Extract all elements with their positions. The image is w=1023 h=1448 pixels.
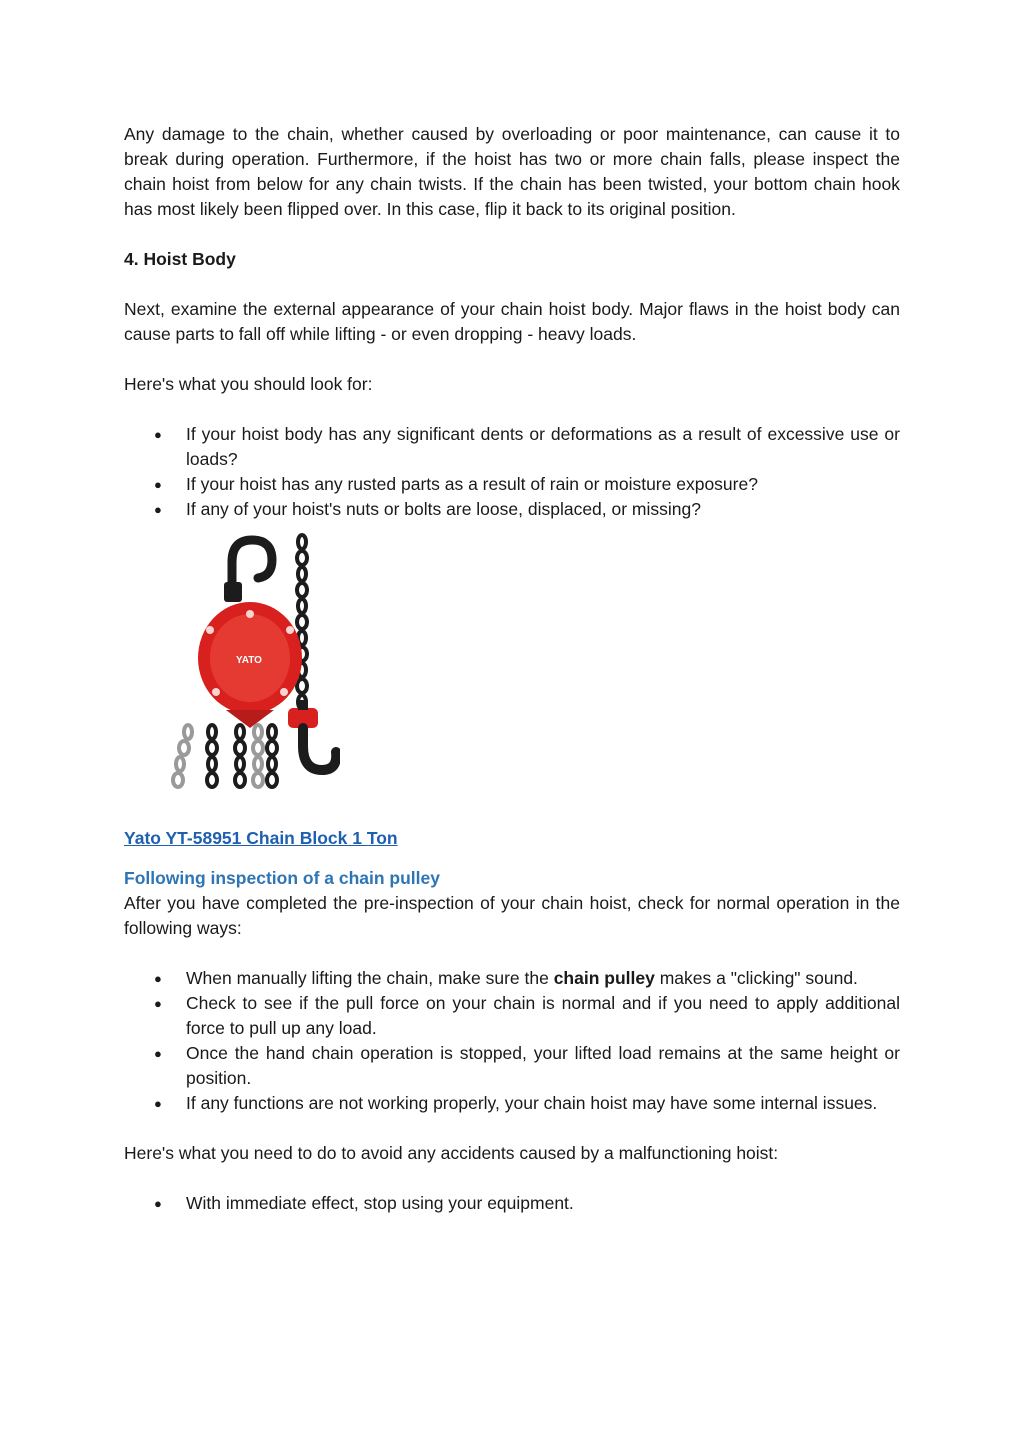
bullet-icon: ● bbox=[154, 502, 162, 517]
bullet-icon: ● bbox=[154, 996, 162, 1011]
product-link[interactable]: Yato YT-58951 Chain Block 1 Ton bbox=[124, 828, 398, 848]
chain-hoist-illustration bbox=[160, 532, 340, 796]
operation-checks-list bbox=[124, 966, 900, 1116]
list-item: ● If any functions are not working properly, your chain hoist may have some internal issues. bbox=[124, 1091, 900, 1116]
bullet-icon: ● bbox=[154, 1196, 162, 1211]
list-item: ● When manually lifting the chain, make sure the chain pulley makes a "clicking" sound. bbox=[124, 966, 900, 991]
list-item: ● Check to see if the pull force on your chain is normal and if you need to apply additional force to pull up any load. bbox=[154, 993, 900, 1038]
chain-damage-paragraph: Any damage to the chain, whether caused by overloading or poor maintenance, can cause it to break during operation. Furthermore, if the hoist has two or more chain falls, please inspect the chain hoist from below for any chain twists. If the chain has been twisted, your bottom chain hook has most likely been flipped over. In this case, flip it back to its original position. bbox=[124, 124, 900, 219]
list-item: ● If your hoist has any rusted parts as a result of rain or moisture exposure? bbox=[124, 472, 900, 497]
document-page bbox=[124, 122, 900, 1216]
chain-pulley-bold: chain pulley bbox=[553, 968, 655, 988]
list-item: ● If your hoist body has any significant dents or deformations as a result of excessive use or loads? bbox=[154, 424, 900, 469]
hoist-body-heading: 4. Hoist Body bbox=[124, 249, 236, 269]
avoid-list bbox=[124, 1191, 900, 1216]
list-item: ● Once the hand chain operation is stopped, your lifted load remains at the same height or position. bbox=[154, 1043, 900, 1088]
look-for-intro: Here's what you should look for: bbox=[124, 374, 373, 394]
bullet-icon: ● bbox=[154, 1096, 162, 1111]
list-item: ● If any of your hoist's nuts or bolts are loose, displaced, or missing? bbox=[124, 497, 900, 522]
section-heading: Following inspection of a chain pulley bbox=[124, 868, 440, 888]
bullet-icon: ● bbox=[154, 427, 162, 442]
yato-logo-text: YATO bbox=[236, 655, 262, 666]
avoid-intro: Here's what you need to do to avoid any accidents caused by a malfunctioning hoist: bbox=[124, 1143, 779, 1163]
bullet-icon: ● bbox=[154, 971, 162, 986]
look-for-list bbox=[124, 422, 900, 522]
bullet-icon: ● bbox=[154, 477, 162, 492]
bullet-icon: ● bbox=[154, 1046, 162, 1061]
hoist-body-paragraph: Next, examine the external appearance of your chain hoist body. Major flaws in the hoist body can cause parts to fall off while lifting - or even dropping - heavy loads. bbox=[124, 299, 900, 344]
chain-hoist-image bbox=[160, 532, 340, 796]
operation-intro-paragraph: After you have completed the pre-inspection of your chain hoist, check for normal operation in the following ways: bbox=[124, 893, 900, 938]
list-item: ● With immediate effect, stop using your equipment. bbox=[124, 1191, 900, 1216]
